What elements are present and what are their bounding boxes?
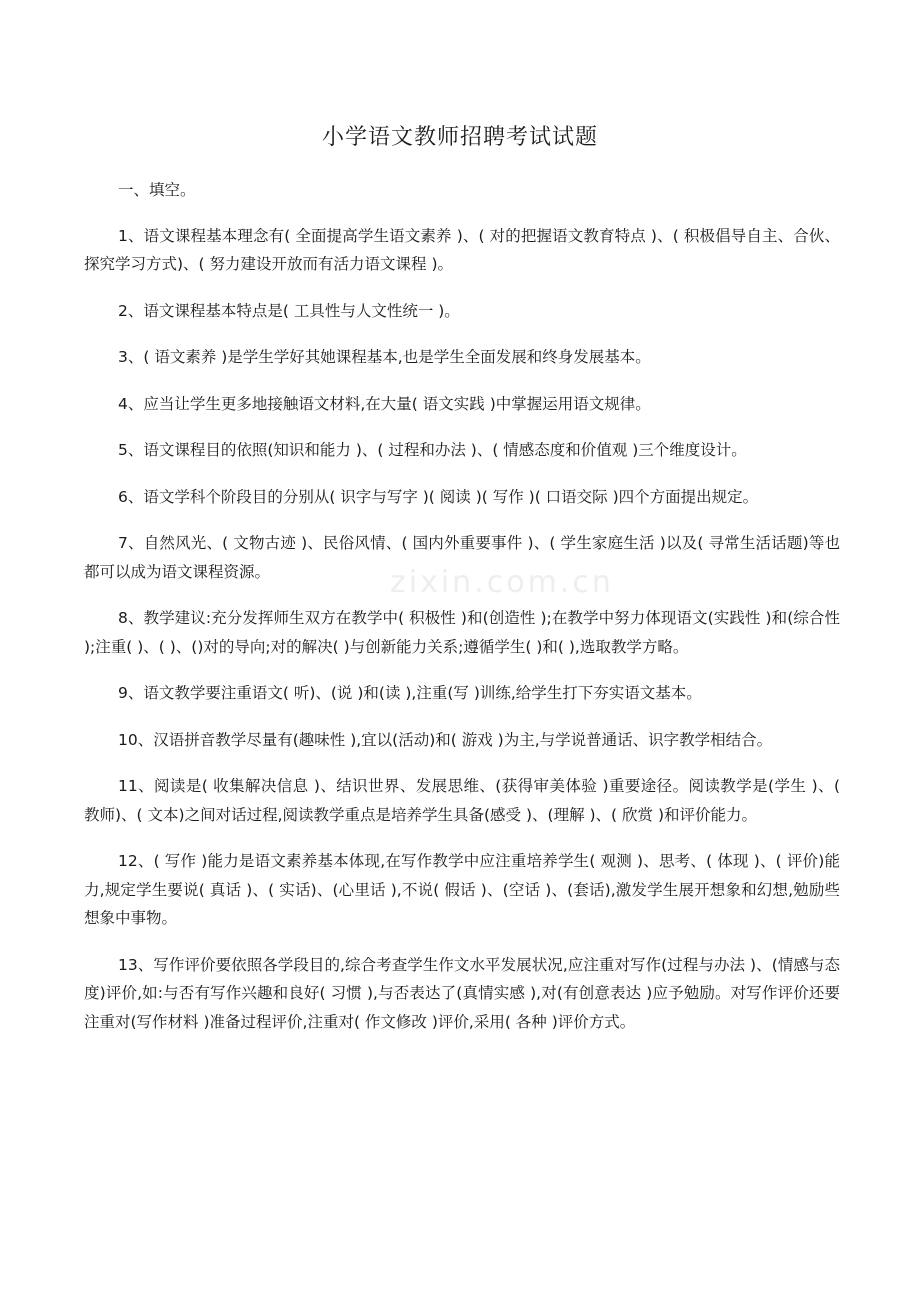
question-6: 6、语文学科个阶段目的分别从( 识字与写字 )( 阅读 )( 写作 )( 口语交际 )四个方面提出规定。	[118, 487, 759, 506]
section-heading: 一、填空。	[118, 181, 196, 199]
question-1: 1、语文课程基本理念有( 全面提高学生语文素养 )、( 对的把握语文教育特点 )、( 积极倡导自主、合伙、探究学习方式)、( 努力建设开放而有活力语文课程 )。	[84, 226, 840, 273]
question-10: 10、汉语拼音教学尽量有(趣味性 ),宜以(活动)和( 游戏 )为主,与学说普通话、识字教学相结合。	[118, 730, 773, 749]
question-13: 13、写作评价要依照各学段目的,综合考查学生作文水平发展状况,应注重对写作(过程与办法 )、(情感与态度)评价,如:与否有写作兴趣和良好( 习惯 ),与否表达了(真情实感 ),对(有创意表达 )应予勉励。对写作评价还要注重对(写作材料 )准备过程评价,注重对( 作文修改 )评价,采用( 各种 )评价方式。	[84, 955, 840, 1031]
question-5: 5、语文课程目的依照(知识和能力 )、( 过程和办法 )、( 情感态度和价值观 )三个维度设计。	[118, 441, 747, 459]
question-4: 4、应当让学生更多地接触语文材料,在大量( 语文实践 )中掌握运用语文规律。	[118, 394, 651, 413]
question-9: 9、语文教学要注重语文( 听)、(说 )和(读 ),注重(写 )训练,给学生打下夯实语文基本。	[118, 684, 702, 702]
question-12: 12、( 写作 )能力是语文素养基本体现,在写作教学中应注重培养学生( 观测 )、思考、( 体现 )、( 评价)能力,规定学生要说( 真话 )、( 实话)、(心里话 ),不说( 假话 )、(空话 )、(套话),激发学生展开想象和幻想,勉励些想象中事物。	[84, 852, 840, 927]
document-body	[84, 176, 840, 1054]
document-title: 小学语文教师招聘考试试题	[321, 125, 598, 150]
question-2: 2、语文课程基本特点是( 工具性与人文性统一 )。	[118, 301, 460, 320]
question-8: 8、教学建议:充分发挥师生双方在教学中( 积极性 )和(创造性 );在教学中努力体现语文(实践性 )和(综合性 );注重( )、( )、()对的导向;对的解决( )与创新能力关系;遵循学生( )和( ),选取教学方略。	[84, 609, 840, 656]
question-7: 7、自然风光、( 文物古迹 )、民俗风情、( 国内外重要事件 )、( 学生家庭生活 )以及( 寻常生活话题)等也都可以成为语文课程资源。	[84, 534, 840, 581]
question-11: 11、阅读是( 收集解决信息 )、结识世界、发展思维、(获得审美体验 )重要途径。阅读教学是(学生 )、( 教师)、( 文本)之间对话过程,阅读教学重点是培养学生具备(感受 )、(理解 )、( 欣赏 )和评价能力。	[84, 777, 840, 824]
watermark: zixin.com.cn	[390, 565, 614, 600]
question-3: 3、( 语文素养 )是学生学好其她课程基本,也是学生全面发展和终身发展基本。	[118, 348, 651, 366]
